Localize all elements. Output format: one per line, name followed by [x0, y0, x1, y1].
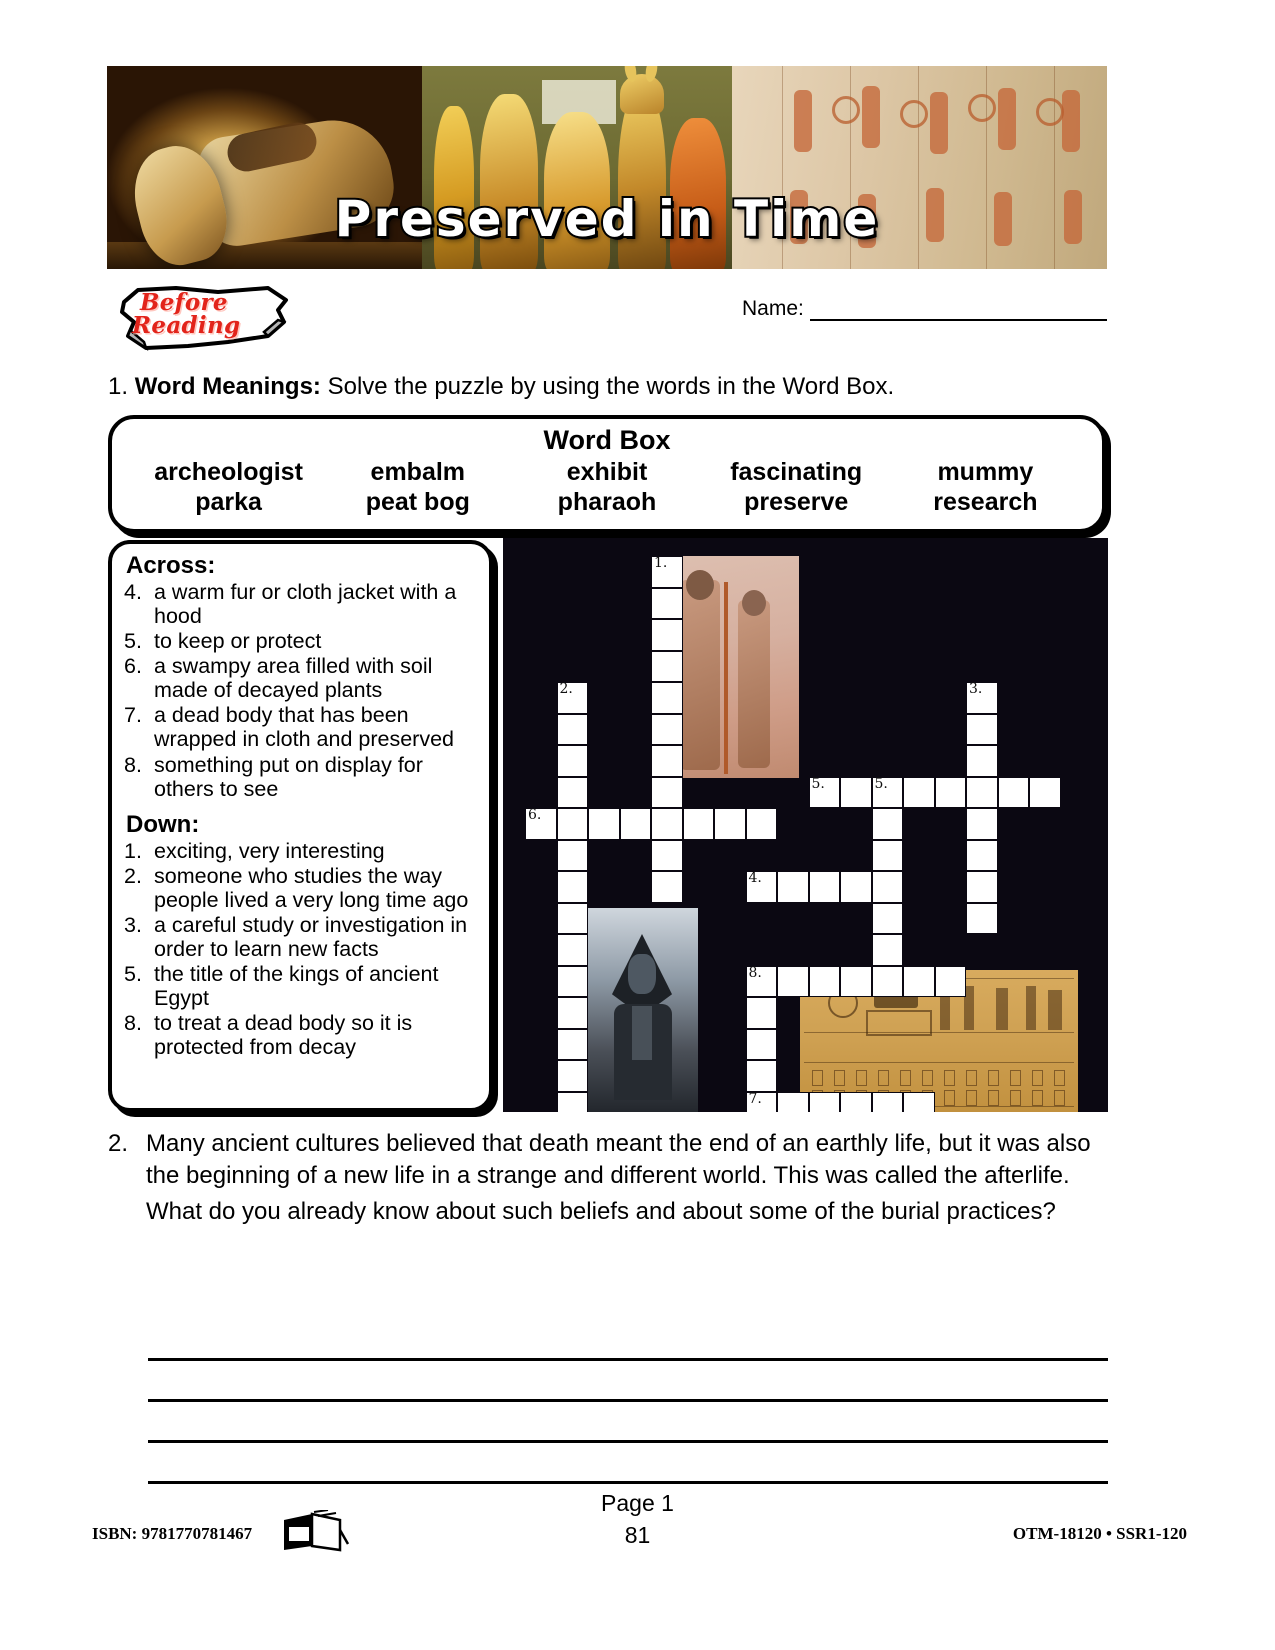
question-1-prompt: [108, 372, 1108, 402]
crossword-cell-number: 2.: [559, 681, 573, 697]
word-box-title: Word Box: [543, 425, 671, 455]
crossword-cell[interactable]: [557, 1029, 589, 1061]
clue-number: 8.: [124, 752, 142, 777]
crossword-cell-number: 6.: [528, 807, 542, 823]
crossword-grid[interactable]: [503, 538, 1108, 1112]
answer-line[interactable]: [148, 1361, 1108, 1402]
crossword-cell[interactable]: [588, 808, 620, 840]
clue-number: 7.: [124, 703, 142, 728]
crossword-cell[interactable]: [903, 777, 935, 809]
name-label: Name:: [742, 297, 804, 320]
crossword-cell[interactable]: [557, 1060, 589, 1092]
crossword-cell[interactable]: [525, 808, 557, 840]
clue-text: to keep or protect: [154, 629, 322, 654]
crossword-cell[interactable]: [651, 682, 683, 714]
crossword-cell[interactable]: [998, 777, 1030, 809]
before-reading-badge: [118, 284, 293, 352]
crossword-cell-number: 5.: [874, 775, 888, 792]
product-code: OTM-18120 • SSR1-120: [1012, 1524, 1187, 1543]
crossword-cell[interactable]: [840, 777, 872, 809]
word-box-grid: [112, 458, 1102, 517]
crossword-cell[interactable]: [966, 745, 998, 777]
down-heading: Down:: [126, 810, 200, 838]
crossword-cell[interactable]: [777, 966, 809, 998]
clue-item: [124, 629, 481, 653]
crossword-cell[interactable]: [966, 871, 998, 903]
word-box-word: pharaoh: [557, 487, 657, 516]
crossword-cell[interactable]: [935, 966, 967, 998]
isbn-text: ISBN: 9781770781467: [92, 1524, 253, 1543]
clue-number: 8.: [124, 1011, 142, 1036]
crossword-cell[interactable]: [557, 840, 589, 872]
crossword-cell[interactable]: [746, 997, 778, 1029]
word-box-word: embalm: [370, 458, 466, 486]
clue-number: 4.: [124, 580, 142, 604]
clue-text: something put on display for others to see: [154, 752, 423, 801]
word-box: [108, 415, 1106, 533]
clue-item: [124, 913, 481, 961]
crossword-cell[interactable]: [557, 903, 589, 935]
clue-item: [124, 864, 481, 912]
crossword-cell[interactable]: [651, 651, 683, 683]
clue-text: a careful study or investigation in order to learn new facts: [154, 912, 468, 962]
crossword-cell[interactable]: [746, 1029, 778, 1061]
crossword-cell[interactable]: [872, 903, 904, 935]
crossword-cell-number: 3.: [969, 681, 983, 697]
word-box-word: archeologist: [154, 458, 303, 486]
crossword-cell[interactable]: [651, 871, 683, 903]
answer-line[interactable]: [148, 1402, 1108, 1443]
question-1-text: Solve the puzzle by using the words in the Word Box.: [320, 373, 895, 400]
across-heading: Across:: [126, 552, 216, 579]
crossword-cell[interactable]: [809, 871, 841, 903]
pharaoh-statue-photo: [588, 908, 698, 1112]
crossword-cell[interactable]: [651, 808, 683, 840]
crossword-cell[interactable]: [746, 871, 778, 903]
crossword-cell-number: 7.: [748, 1090, 762, 1107]
crossword-cell[interactable]: [557, 1092, 589, 1113]
crossword-cell[interactable]: [651, 840, 683, 872]
book-scan-icon: [278, 1510, 352, 1554]
answer-lines: [148, 1320, 1108, 1484]
name-field-row: [742, 297, 1107, 321]
crossword-cell[interactable]: [557, 997, 589, 1029]
across-clue-list: [124, 580, 481, 801]
crossword-cell[interactable]: [872, 808, 904, 840]
crossword-cell[interactable]: [840, 1092, 872, 1113]
crossword-cell[interactable]: [1029, 777, 1061, 809]
crossword-cell[interactable]: [714, 808, 746, 840]
answer-line[interactable]: [148, 1320, 1108, 1361]
crossword-cell-number: 5.: [811, 775, 825, 792]
crossword-cell[interactable]: [557, 777, 589, 809]
crossword-cell[interactable]: [557, 682, 589, 714]
clue-text: a swampy area filled with soil made of decayed plants: [154, 654, 433, 703]
question-2-number: 2.: [108, 1130, 129, 1157]
crossword-cell[interactable]: [809, 1092, 841, 1113]
crossword-cell[interactable]: [651, 714, 683, 746]
crossword-cell[interactable]: [746, 1060, 778, 1092]
crossword-cell[interactable]: [840, 871, 872, 903]
crossword-cell[interactable]: [966, 714, 998, 746]
anubis-jackal-head: [620, 74, 664, 114]
clue-number: 5.: [124, 962, 142, 987]
crossword-cell[interactable]: [872, 934, 904, 966]
clue-item: [124, 962, 481, 1010]
crossword-cell[interactable]: [777, 1092, 809, 1113]
clue-number: 1.: [124, 838, 142, 863]
clue-text: a dead body that has been wrapped in cloth and preserved: [154, 703, 454, 752]
question-2-block: [108, 1128, 1108, 1228]
clues-panel: [108, 540, 493, 1112]
crossword-cell[interactable]: [903, 966, 935, 998]
crossword-cell[interactable]: [746, 1092, 778, 1113]
word-box-word: exhibit: [566, 458, 648, 486]
question-2-paragraph-1: Many ancient cultures believed that death meant the end of an earthly life, but it was also the beginning of a new life in a strange and different world. This was called the afterlife.: [146, 1130, 1091, 1189]
crossword-cell-number: 4.: [748, 870, 762, 886]
crossword-cell[interactable]: [746, 966, 778, 998]
clue-item: [124, 580, 481, 628]
crossword-cell[interactable]: [872, 777, 904, 809]
crossword-cell[interactable]: [872, 840, 904, 872]
name-input-line[interactable]: [810, 297, 1107, 321]
banner-title: Preserved in Time: [334, 190, 880, 248]
badge-line-2: Reading: [132, 312, 241, 339]
crossword-cell[interactable]: [809, 966, 841, 998]
crossword-cell[interactable]: [557, 808, 589, 840]
clue-text: to treat a dead body so it is protected from decay: [154, 1011, 413, 1060]
clue-text: someone who studies the way people lived a very long time ago: [154, 863, 469, 912]
word-box-word: peat bog: [365, 487, 470, 516]
word-box-word: research: [933, 487, 1038, 516]
crossword-cell[interactable]: [966, 682, 998, 714]
crossword-cell[interactable]: [966, 808, 998, 840]
crossword-cell[interactable]: [683, 808, 715, 840]
question-1-label: Word Meanings:: [134, 373, 321, 400]
word-box-word: mummy: [937, 458, 1034, 486]
clue-number: 5.: [124, 629, 142, 654]
clue-item: [124, 1011, 481, 1059]
crossword-cell[interactable]: [620, 808, 652, 840]
crossword-cell[interactable]: [651, 556, 683, 588]
question-2-paragraph-2: What do you already know about such beliefs and about some of the burial practices?: [146, 1197, 1056, 1225]
crossword-cell-number: 1.: [654, 555, 668, 571]
crossword-cell[interactable]: [872, 966, 904, 998]
egyptian-statues-pair-photo: [666, 556, 799, 778]
crossword-cell[interactable]: [557, 966, 589, 998]
word-box-word: fascinating: [730, 458, 863, 486]
crossword-cell[interactable]: [746, 808, 778, 840]
crossword-cell[interactable]: [872, 1092, 904, 1113]
crossword-cell[interactable]: [903, 1092, 935, 1113]
clue-text: exciting, very interesting: [154, 838, 385, 863]
clue-number: 6.: [124, 654, 142, 679]
crossword-cell[interactable]: [651, 588, 683, 620]
crossword-cell[interactable]: [777, 871, 809, 903]
crossword-cell[interactable]: [966, 840, 998, 872]
crossword-cell[interactable]: [557, 871, 589, 903]
clue-text: a warm fur or cloth jacket with a hood: [154, 580, 457, 629]
crossword-cell[interactable]: [557, 745, 589, 777]
crossword-cell[interactable]: [557, 714, 589, 746]
clue-item: [124, 753, 481, 801]
page-number: 81: [624, 1522, 651, 1548]
clue-number: 2.: [124, 863, 142, 888]
answer-line[interactable]: [148, 1443, 1108, 1484]
crossword-cell[interactable]: [651, 777, 683, 809]
word-box-word: preserve: [744, 487, 849, 516]
crossword-cell[interactable]: [966, 777, 998, 809]
crossword-cell[interactable]: [809, 777, 841, 809]
crossword-cell[interactable]: [651, 745, 683, 777]
crossword-cell[interactable]: [966, 903, 998, 935]
crossword-cell[interactable]: [935, 777, 967, 809]
clue-item: [124, 654, 481, 702]
word-box-word: parka: [195, 487, 262, 516]
clue-item: [124, 839, 481, 863]
page-label: Page 1: [601, 1490, 674, 1516]
crossword-cell[interactable]: [840, 966, 872, 998]
clue-number: 3.: [124, 912, 142, 937]
question-1-number: 1.: [108, 373, 129, 400]
crossword-cell[interactable]: [557, 934, 589, 966]
badge-line-1: Before: [140, 289, 228, 316]
down-clue-list: [124, 839, 481, 1060]
header-banner: [107, 66, 1107, 269]
crossword-cell[interactable]: [651, 619, 683, 651]
clue-item: [124, 703, 481, 751]
crossword-cell[interactable]: [872, 871, 904, 903]
crossword-cell-number: 8.: [748, 964, 762, 981]
clue-text: the title of the kings of ancient Egypt: [154, 962, 439, 1011]
